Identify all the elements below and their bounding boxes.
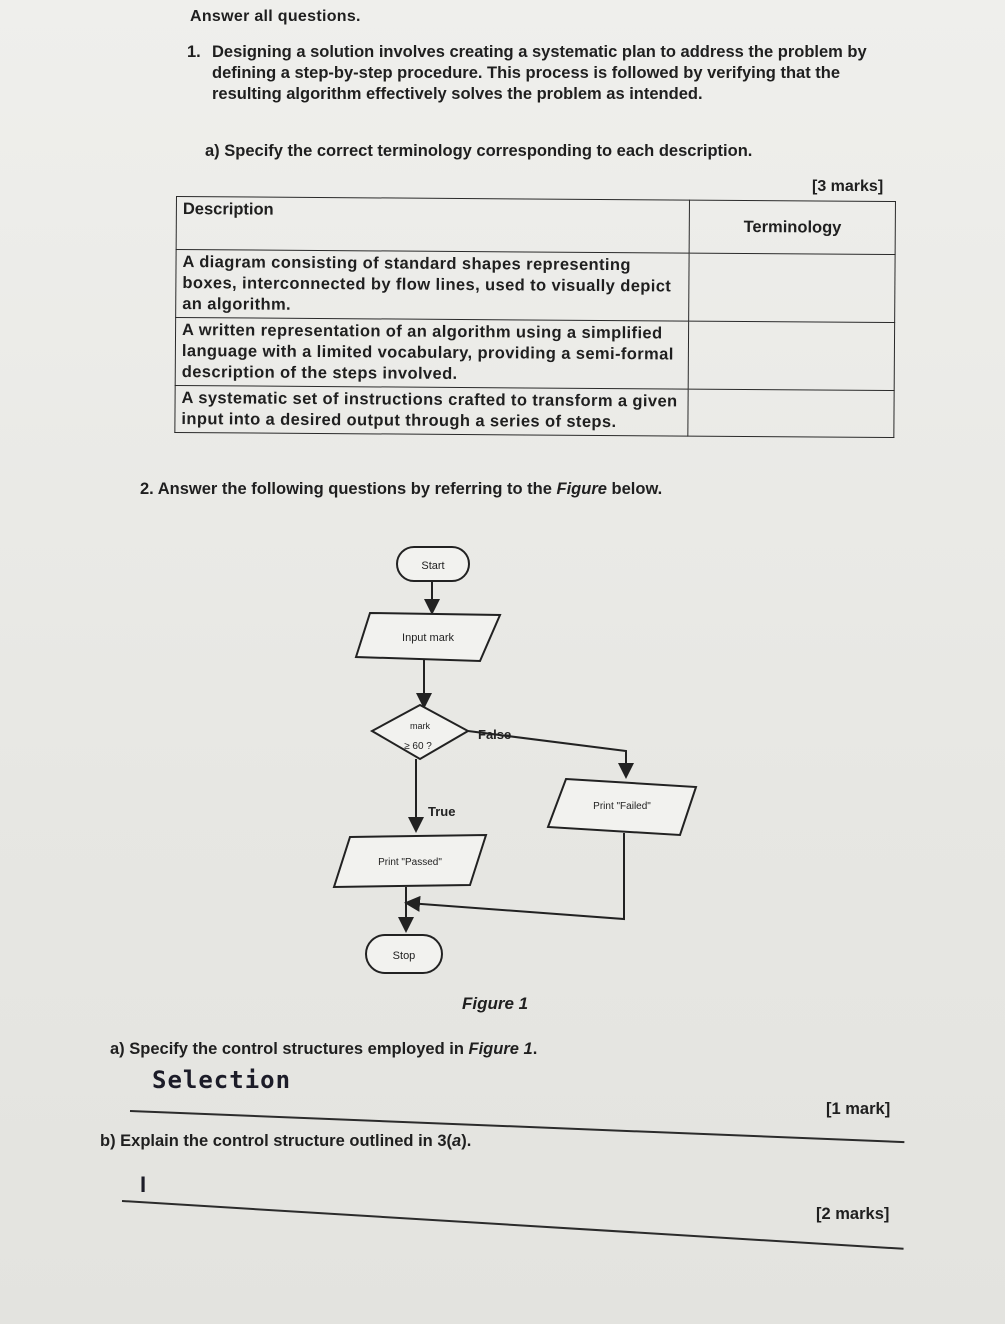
question-2b xyxy=(100,1132,471,1151)
question-1 xyxy=(187,42,907,105)
question-2b-marks: [2 marks] xyxy=(816,1205,890,1223)
question-2-prefix: 2. Answer the following questions by referring to the xyxy=(140,480,557,498)
question-2b-suffix: ). xyxy=(461,1132,472,1150)
question-1-number: 1. xyxy=(187,43,201,61)
false-label: False xyxy=(478,727,512,742)
flowchart-figure xyxy=(320,535,720,975)
print-failed-label: Print "Failed" xyxy=(593,801,651,812)
print-passed-label: Print "Passed" xyxy=(378,857,442,868)
question-2b-ref-letter: a xyxy=(452,1132,462,1150)
decision-label-line2: ≥ 60 ? xyxy=(404,741,432,752)
question-1a-marks: [3 marks] xyxy=(812,178,884,195)
description-header: Description xyxy=(176,197,690,254)
answer-2a-handwritten[interactable]: Selection xyxy=(152,1066,292,1094)
instructions-heading: Answer all questions. xyxy=(190,8,361,25)
table-header-row xyxy=(176,197,895,255)
table-row xyxy=(176,250,895,323)
terminology-header: Terminology xyxy=(690,200,896,254)
description-cell: A diagram consisting of standard shapes representing boxes, interconnected by flow lines, used to visually depict an algorithm. xyxy=(176,250,690,322)
question-2 xyxy=(140,480,662,499)
terminology-answer-cell[interactable] xyxy=(689,321,895,390)
start-label: Start xyxy=(421,560,445,572)
question-2a-marks: [1 mark] xyxy=(826,1100,891,1118)
question-2a xyxy=(110,1040,537,1059)
question-2-suffix: below. xyxy=(606,480,663,498)
figure-caption: Figure 1 xyxy=(462,994,529,1013)
input-label: Input mark xyxy=(402,632,454,644)
question-1a: a) Specify the correct terminology corresponding to each description. xyxy=(205,142,753,160)
table-row xyxy=(175,385,894,437)
description-cell: A written representation of an algorithm using a simplified language with a limited vocabulary, providing a semi-formal description of the steps involved. xyxy=(175,318,689,390)
terminology-table xyxy=(174,196,896,438)
question-1-text: Designing a solution involves creating a systematic plan to address the problem by defining a step-by-step procedure. This process is followed by verifying that the resulting algorithm effectively solves the problem as intended. xyxy=(212,43,867,103)
description-cell: A systematic set of instructions crafted to transform a given input into a desired output through a series of steps. xyxy=(175,385,689,436)
decision-label-line1: mark xyxy=(410,721,430,731)
question-2-figure-word: Figure xyxy=(556,480,607,498)
terminology-answer-cell[interactable] xyxy=(689,253,895,322)
stop-label: Stop xyxy=(392,950,416,962)
question-2a-figure-ref: Figure 1 xyxy=(468,1040,533,1058)
true-label: True xyxy=(428,804,456,819)
question-2b-prefix: b) Explain the control structure outlined in 3( xyxy=(100,1132,453,1150)
terminology-answer-cell[interactable] xyxy=(688,389,894,437)
answer-2b-handwritten[interactable]: I xyxy=(140,1172,147,1197)
question-2a-prefix: a) Specify the control structures employed in xyxy=(110,1040,469,1058)
table-row xyxy=(175,318,894,391)
answer-line-2b xyxy=(122,1200,904,1250)
question-2a-suffix: . xyxy=(532,1040,538,1058)
